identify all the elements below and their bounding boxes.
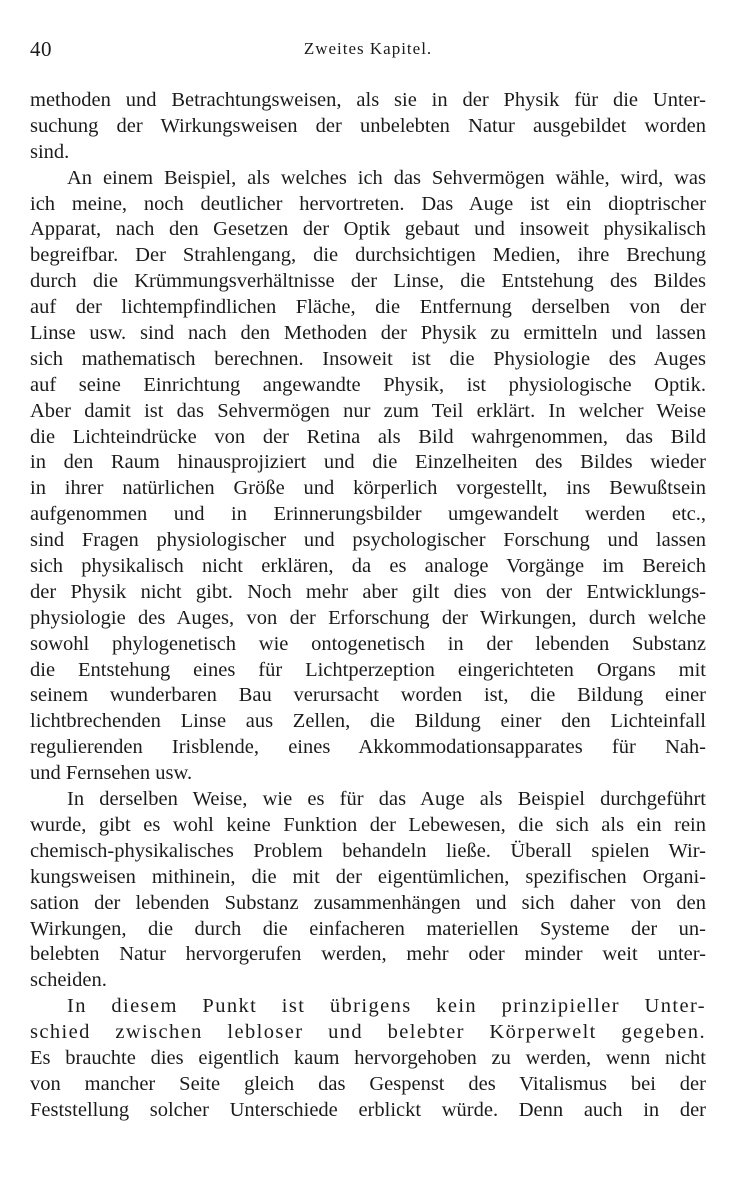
text-line: in den Raum hinausprojiziert und die Einzelheiten des Bildes wieder [30, 451, 706, 474]
running-header [30, 37, 706, 77]
text-line: Es brauchte dies eigentlich kaum hervorgehoben zu werden, wenn nicht [30, 1046, 706, 1069]
text-line: von mancher Seite gleich das Gespenst des Vitalismus bei der [30, 1072, 706, 1095]
text-line: die Entstehung eines für Lichtperzeption eingerichteten Organs mit [30, 658, 706, 681]
text-line: die Lichteindrücke von der Retina als Bild wahrgenommen, das Bild [30, 425, 706, 448]
text-line: belebten Natur hervorgerufen werden, mehr oder minder weit unter- [30, 943, 706, 966]
text-line: sich physikalisch nicht erklären, da es analoge Vorgänge im Bereich [30, 555, 706, 578]
text-line: methoden und Betrachtungsweisen, als sie in der Physik für die Unter- [30, 89, 706, 111]
text-line: An einem Beispiel, als welches ich das Sehvermögen wähle, wird, was [67, 166, 706, 189]
body-text [30, 88, 706, 1124]
paragraph-3 [30, 787, 706, 994]
text-line: und Fernsehen usw. [30, 762, 193, 785]
text-line: sind. [30, 140, 70, 163]
text-line: auf der lichtempfindlichen Fläche, die Entfernung derselben von der [30, 296, 706, 319]
text-line: Wirkungen, die durch die einfacheren materiellen Systeme der un- [30, 917, 706, 940]
text-line: suchung der Wirkungsweisen der unbelebten Natur ausgebildet worden [30, 114, 706, 137]
text-line: sowohl phylogenetisch wie ontogenetisch in der lebenden Substanz [30, 632, 706, 655]
page-number: 40 [30, 37, 52, 61]
text-line: auf seine Einrichtung angewandte Physik, ist physiologische Optik. [30, 373, 706, 396]
text-line: der Physik nicht gibt. Noch mehr aber gilt dies von der Entwicklungs- [30, 580, 706, 603]
text-line: begreifbar. Der Strahlengang, die durchsichtigen Medien, ihre Brechung [30, 244, 706, 267]
text-line: lichtbrechenden Linse aus Zellen, die Bildung einer den Lichteinfall [30, 710, 706, 733]
text-line: physiologie des Auges, von der Erforschung der Wirkungen, durch welche [30, 606, 706, 629]
text-line: Linse usw. sind nach den Methoden der Physik zu ermitteln und lassen [30, 322, 706, 345]
book-page [30, 0, 706, 1200]
text-line: regulierenden Irisblende, eines Akkommodationsapparates für Nah- [30, 736, 706, 759]
paragraph-4 [30, 994, 706, 1123]
text-line: sind Fragen physiologischer und psychologischer Forschung und lassen [30, 529, 706, 552]
text-line: kungsweisen mithinein, die mit der eigentümlichen, spezifischen Organi- [30, 865, 706, 888]
text-line: wurde, gibt es wohl keine Funktion der Lebewesen, die sich als ein rein [30, 813, 706, 836]
text-line: Apparat, nach den Gesetzen der Optik gebaut und insoweit physikalisch [30, 218, 706, 241]
paragraph-1 [30, 88, 706, 166]
paragraph-2 [30, 166, 706, 787]
text-line: Aber damit ist das Sehvermögen nur zum Teil erklärt. In welcher Weise [30, 399, 706, 422]
text-line: seinem wunderbaren Bau verursacht worden ist, die Bildung einer [30, 684, 706, 707]
text-line: sation der lebenden Substanz zusammenhängen und sich daher von den [30, 891, 706, 914]
text-line: in ihrer natürlichen Größe und körperlich vorgestellt, ins Bewußtsein [30, 477, 706, 500]
text-line: Feststellung solcher Unterschiede erblickt würde. Denn auch in der [30, 1098, 706, 1121]
text-line: In derselben Weise, wie es für das Auge als Beispiel durchgeführt [67, 788, 706, 811]
text-line: aufgenommen und in Erinnerungsbilder umgewandelt werden etc., [30, 503, 706, 526]
text-line: ich meine, noch deutlicher hervortreten. Das Auge ist ein dioptrischer [30, 192, 706, 215]
text-line: scheiden. [30, 969, 107, 992]
text-line-emphasized: schied zwischen lebloser und belebter Körperwelt gegeben. [30, 1021, 706, 1044]
chapter-title: Zweites Kapitel. [303, 39, 433, 58]
text-line-emphasized: In diesem Punkt ist übrigens kein prinzipieller Unter- [67, 995, 706, 1018]
text-line: chemisch-physikalisches Problem behandeln ließe. Überall spielen Wir- [30, 839, 706, 862]
text-line: durch die Krümmungsverhältnisse der Linse, die Entstehung des Bildes [30, 270, 706, 293]
text-line: sich mathematisch berechnen. Insoweit ist die Physiologie des Auges [30, 347, 706, 370]
